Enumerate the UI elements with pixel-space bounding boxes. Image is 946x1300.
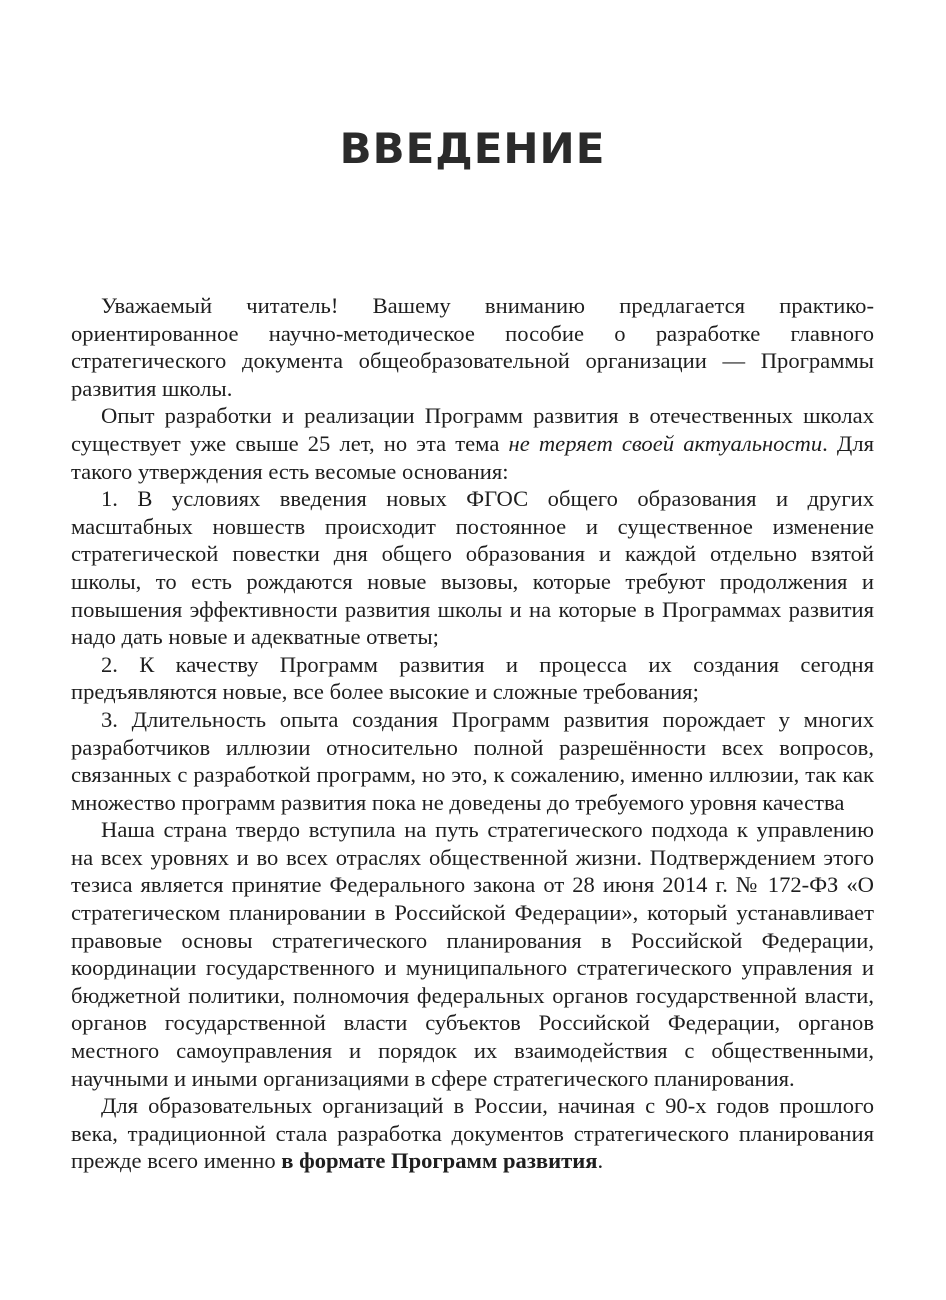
paragraph-intro: Уважаемый читатель! Вашему вниманию предлагается практико-ориентированное научно-методическое пособие о разработке главного стратегического документа общеобразовательной организации — Программы развития школы. — [71, 293, 874, 401]
strong-program-format: в формате Программ развития — [281, 1148, 598, 1174]
chapter-title: ВВЕДЕНИЕ — [339, 124, 606, 173]
list-item-3: 3. Длительность опыта создания Программ развития порождает у многих разработчиков иллюзии относительно полной разрешённости всех вопросов, связанных с разработкой программ, но это, к сожалению, именно иллюзии, так как множество программ развития пока не доведены до требуемого уровня качества — [71, 706, 874, 815]
paragraph-experience — [71, 402, 874, 485]
paragraph-programs-format-start: Для образовательных организаций в России, начиная с 90-х годов прошлого века, традиционной стала разработка документов стратегического планирования прежде всего именно — [71, 1093, 874, 1174]
paragraph-federal-law: Наша страна твердо вступила на путь стратегического подхода к управлению на всех уровнях и во всех отраслях общественной жизни. Подтверждением этого тезиса является принятие Федерального закона от 28 июня 2014 г. № 172-ФЗ «О стратегическом планировании в Российской Федерации», который устанавливает правовые основы стратегического планирования в Российской Федерации, координации государственного и муниципального стратегического управления и бюджетной политики, полномочия федеральных органов государственной власти, органов государственной власти субъектов Российской Федерации, органов местного самоуправления и порядок их взаимодействия с общественными, научными и иными организациями в сфере стратегического планирования. — [71, 817, 874, 1091]
paragraph-experience-start: Опыт разработки и реализации Программ развития в отечественных школах существует уже свыше 25 лет, но эта тема — [71, 403, 874, 456]
paragraph-programs-format-end: . — [597, 1148, 604, 1174]
document-page — [71, 0, 874, 1300]
emphasis-relevance: не теряет своей актуальности — [508, 430, 823, 456]
list-item-2: 2. К качеству Программ развития и процесса их создания сегодня предъявляются новые, все более высокие и сложные требования; — [71, 651, 874, 705]
paragraph-programs-format — [71, 1092, 874, 1175]
list-item-1: 1. В условиях введения новых ФГОС общего образования и других масштабных новшеств происходит постоянное и существенное изменение стратегической повестки дня общего образования и каждой отдельно взятой школы, то есть рождаются новые вызовы, которые требуют продолжения и повышения эффективности развития школы и на которые в Программах развития надо дать новые и адекватные ответы; — [71, 486, 874, 650]
body-text — [71, 292, 874, 1175]
paragraph-experience-end: . Для такого утверждения есть весомые основания: — [71, 430, 874, 484]
